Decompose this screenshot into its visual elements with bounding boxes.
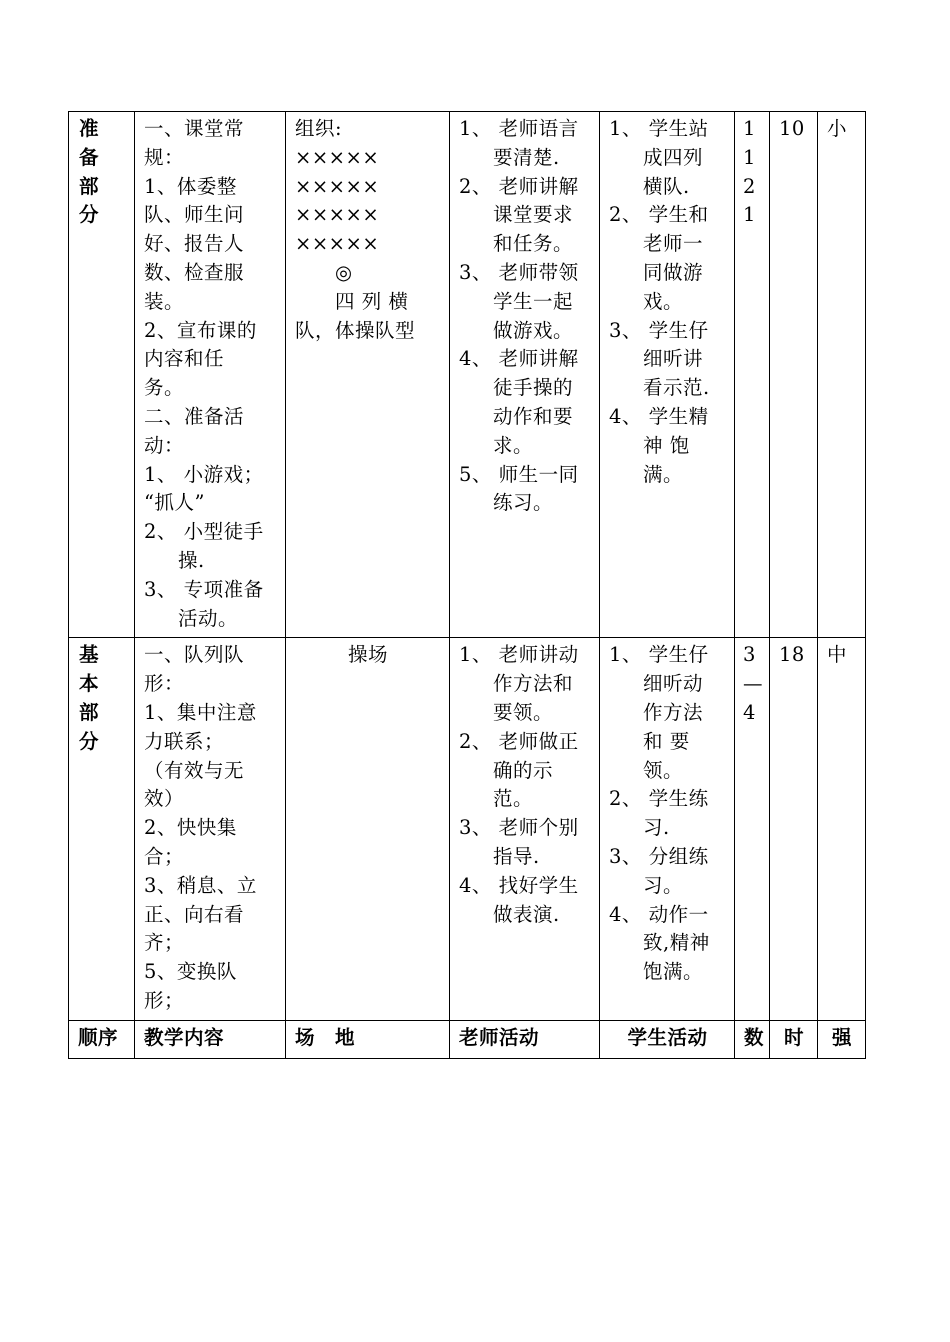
time-cell [770,112,818,638]
content-line: 好、报告人 [144,232,245,256]
content-line: 二、准备活 [144,404,245,428]
formation-line: ××××× [295,174,380,198]
content-line: 3、 专项准备 [144,577,264,601]
teacher-line: 确的示 [493,758,554,782]
student-line: 横队. [643,174,690,198]
content-line: 1、体委整 [144,174,237,198]
formation-line: ××××× [295,145,380,169]
count-dash: — [743,672,763,696]
student-line: 4、 动作一 [609,902,709,926]
student-line: 饱满。 [643,960,704,984]
lesson-plan-table [68,111,866,1059]
content-line: 动： [144,433,185,457]
time-value: 18 [779,643,805,667]
count-digit: 1 [743,117,756,140]
student-line: 细听讲 [643,347,704,371]
teacher-line: 课堂要求 [493,203,574,227]
teacher-activity-cell [450,112,600,638]
intensity-cell [818,638,866,1020]
header-student: 学生活动 [600,1020,735,1058]
content-line: 规： [144,145,185,169]
teacher-line: 求。 [493,433,534,457]
stage-char: 部 [79,174,100,198]
stage-char: 本 [79,672,100,696]
stage-char: 分 [79,203,100,227]
teacher-line: 1、 老师讲动 [459,643,579,667]
time-cell [770,638,818,1020]
count-digit: 1 [743,203,756,227]
count-digit: 2 [743,174,756,198]
content-line: 内容和任 [144,347,225,371]
student-line: 1、 学生仔 [609,643,709,667]
teacher-position-symbol: ◎ [335,260,353,284]
student-line: 作方法 [643,700,704,724]
content-line: “抓人” [144,491,205,515]
teacher-line: 作方法和 [493,672,574,696]
student-line: 戏。 [643,289,684,313]
content-line: 操. [178,548,205,572]
stage-char: 准 [79,117,100,140]
teacher-line: 练习。 [493,491,554,515]
content-line: 形； [144,988,185,1012]
content-line: 形： [144,672,185,696]
content-line: 装。 [144,289,185,313]
content-line: 齐； [144,931,185,955]
teacher-line: 2、 老师做正 [459,729,579,753]
formation-line: ××××× [295,232,380,256]
teacher-line: 做游戏。 [493,318,574,342]
student-line: 同做游 [643,260,704,284]
student-line: 致,精神 [643,931,710,955]
content-line: 务。 [144,376,185,400]
student-line: 满。 [643,462,684,486]
student-line: 4、 学生精 [609,404,709,428]
count-cell [735,112,770,638]
student-activity-cell [600,112,735,638]
content-line: 5、变换队 [144,960,237,984]
header-time: 时 [770,1020,818,1058]
student-line: 看示范. [643,376,710,400]
student-line: 神 饱 [643,433,690,457]
site-line: 操场 [347,643,388,667]
site-line: 四 列 横 [335,289,409,313]
content-line: 2、快快集 [144,816,237,840]
header-content: 教学内容 [135,1020,286,1058]
intensity-cell [818,112,866,638]
student-line: 2、 学生和 [609,203,709,227]
header-intensity: 强 [818,1020,866,1058]
student-line: 细听动 [643,672,704,696]
content-cell [135,112,286,638]
teacher-line: 指导. [493,844,540,868]
site-line: 队，体操队型 [295,318,416,342]
teacher-activity-cell [450,638,600,1020]
content-line: 队、师生问 [144,203,245,227]
teacher-line: 动作和要 [493,404,574,428]
row-basic [69,638,866,1020]
site-cell [286,112,450,638]
teacher-line: 1、 老师语言 [459,117,579,140]
content-cell [135,638,286,1020]
teacher-line: 做表演. [493,902,560,926]
count-digit: 3 [743,643,756,667]
teacher-line: 3、 老师带领 [459,260,579,284]
header-count: 数 [735,1020,770,1058]
content-line: （有效与无 [144,758,245,782]
count-digit: 1 [743,145,756,169]
row-preparation [69,112,866,638]
student-line: 和 要 [643,729,690,753]
student-line: 2、 学生练 [609,787,709,811]
time-value: 10 [779,117,805,140]
content-line: 效） [144,787,185,811]
count-cell [735,638,770,1020]
header-row [69,1020,866,1058]
teacher-line: 学生一起 [493,289,574,313]
intensity-value: 中 [827,643,848,667]
stage-char: 分 [79,729,100,753]
student-line: 领。 [643,758,684,782]
teacher-line: 要清楚. [493,145,560,169]
student-line: 1、 学生站 [609,117,709,140]
content-line: 3、稍息、立 [144,873,257,897]
content-line: 活动。 [178,606,239,630]
content-line: 1、 小游戏； [144,462,264,486]
content-line: 2、宣布课的 [144,318,257,342]
stage-char: 部 [79,700,100,724]
content-line: 合； [144,844,185,868]
count-digit: 4 [743,700,756,724]
content-line: 1、集中注意 [144,700,257,724]
stage-char: 备 [79,145,100,169]
stage-char: 基 [79,643,100,667]
stage-cell [69,112,135,638]
teacher-line: 和任务。 [493,232,574,256]
content-line: 数、检查服 [144,260,245,284]
student-line: 习. [643,816,670,840]
student-activity-cell [600,638,735,1020]
student-line: 3、 分组练 [609,844,709,868]
intensity-value: 小 [827,117,848,140]
site-line: 组织: [295,117,343,140]
teacher-line: 5、 师生一同 [459,462,579,486]
header-site: 场 地 [286,1020,450,1058]
header-order: 顺序 [69,1020,135,1058]
student-line: 老师一 [643,232,704,256]
student-line: 习。 [643,873,684,897]
teacher-line: 4、 找好学生 [459,873,579,897]
teacher-line: 要领。 [493,700,554,724]
student-line: 成四列 [643,145,704,169]
header-teacher: 老师活动 [450,1020,600,1058]
content-line: 一、队列队 [144,643,245,667]
teacher-line: 徒手操的 [493,376,574,400]
teacher-line: 4、 老师讲解 [459,347,579,371]
content-line: 2、 小型徒手 [144,520,264,544]
teacher-line: 2、 老师讲解 [459,174,579,198]
student-line: 3、 学生仔 [609,318,709,342]
site-cell [286,638,450,1020]
content-line: 正、向右看 [144,902,245,926]
formation-line: ××××× [295,203,380,227]
teacher-line: 3、 老师个别 [459,816,579,840]
content-line: 力联系； [144,729,225,753]
stage-cell [69,638,135,1020]
teacher-line: 范。 [493,787,534,811]
content-line: 一、课堂常 [144,117,245,140]
